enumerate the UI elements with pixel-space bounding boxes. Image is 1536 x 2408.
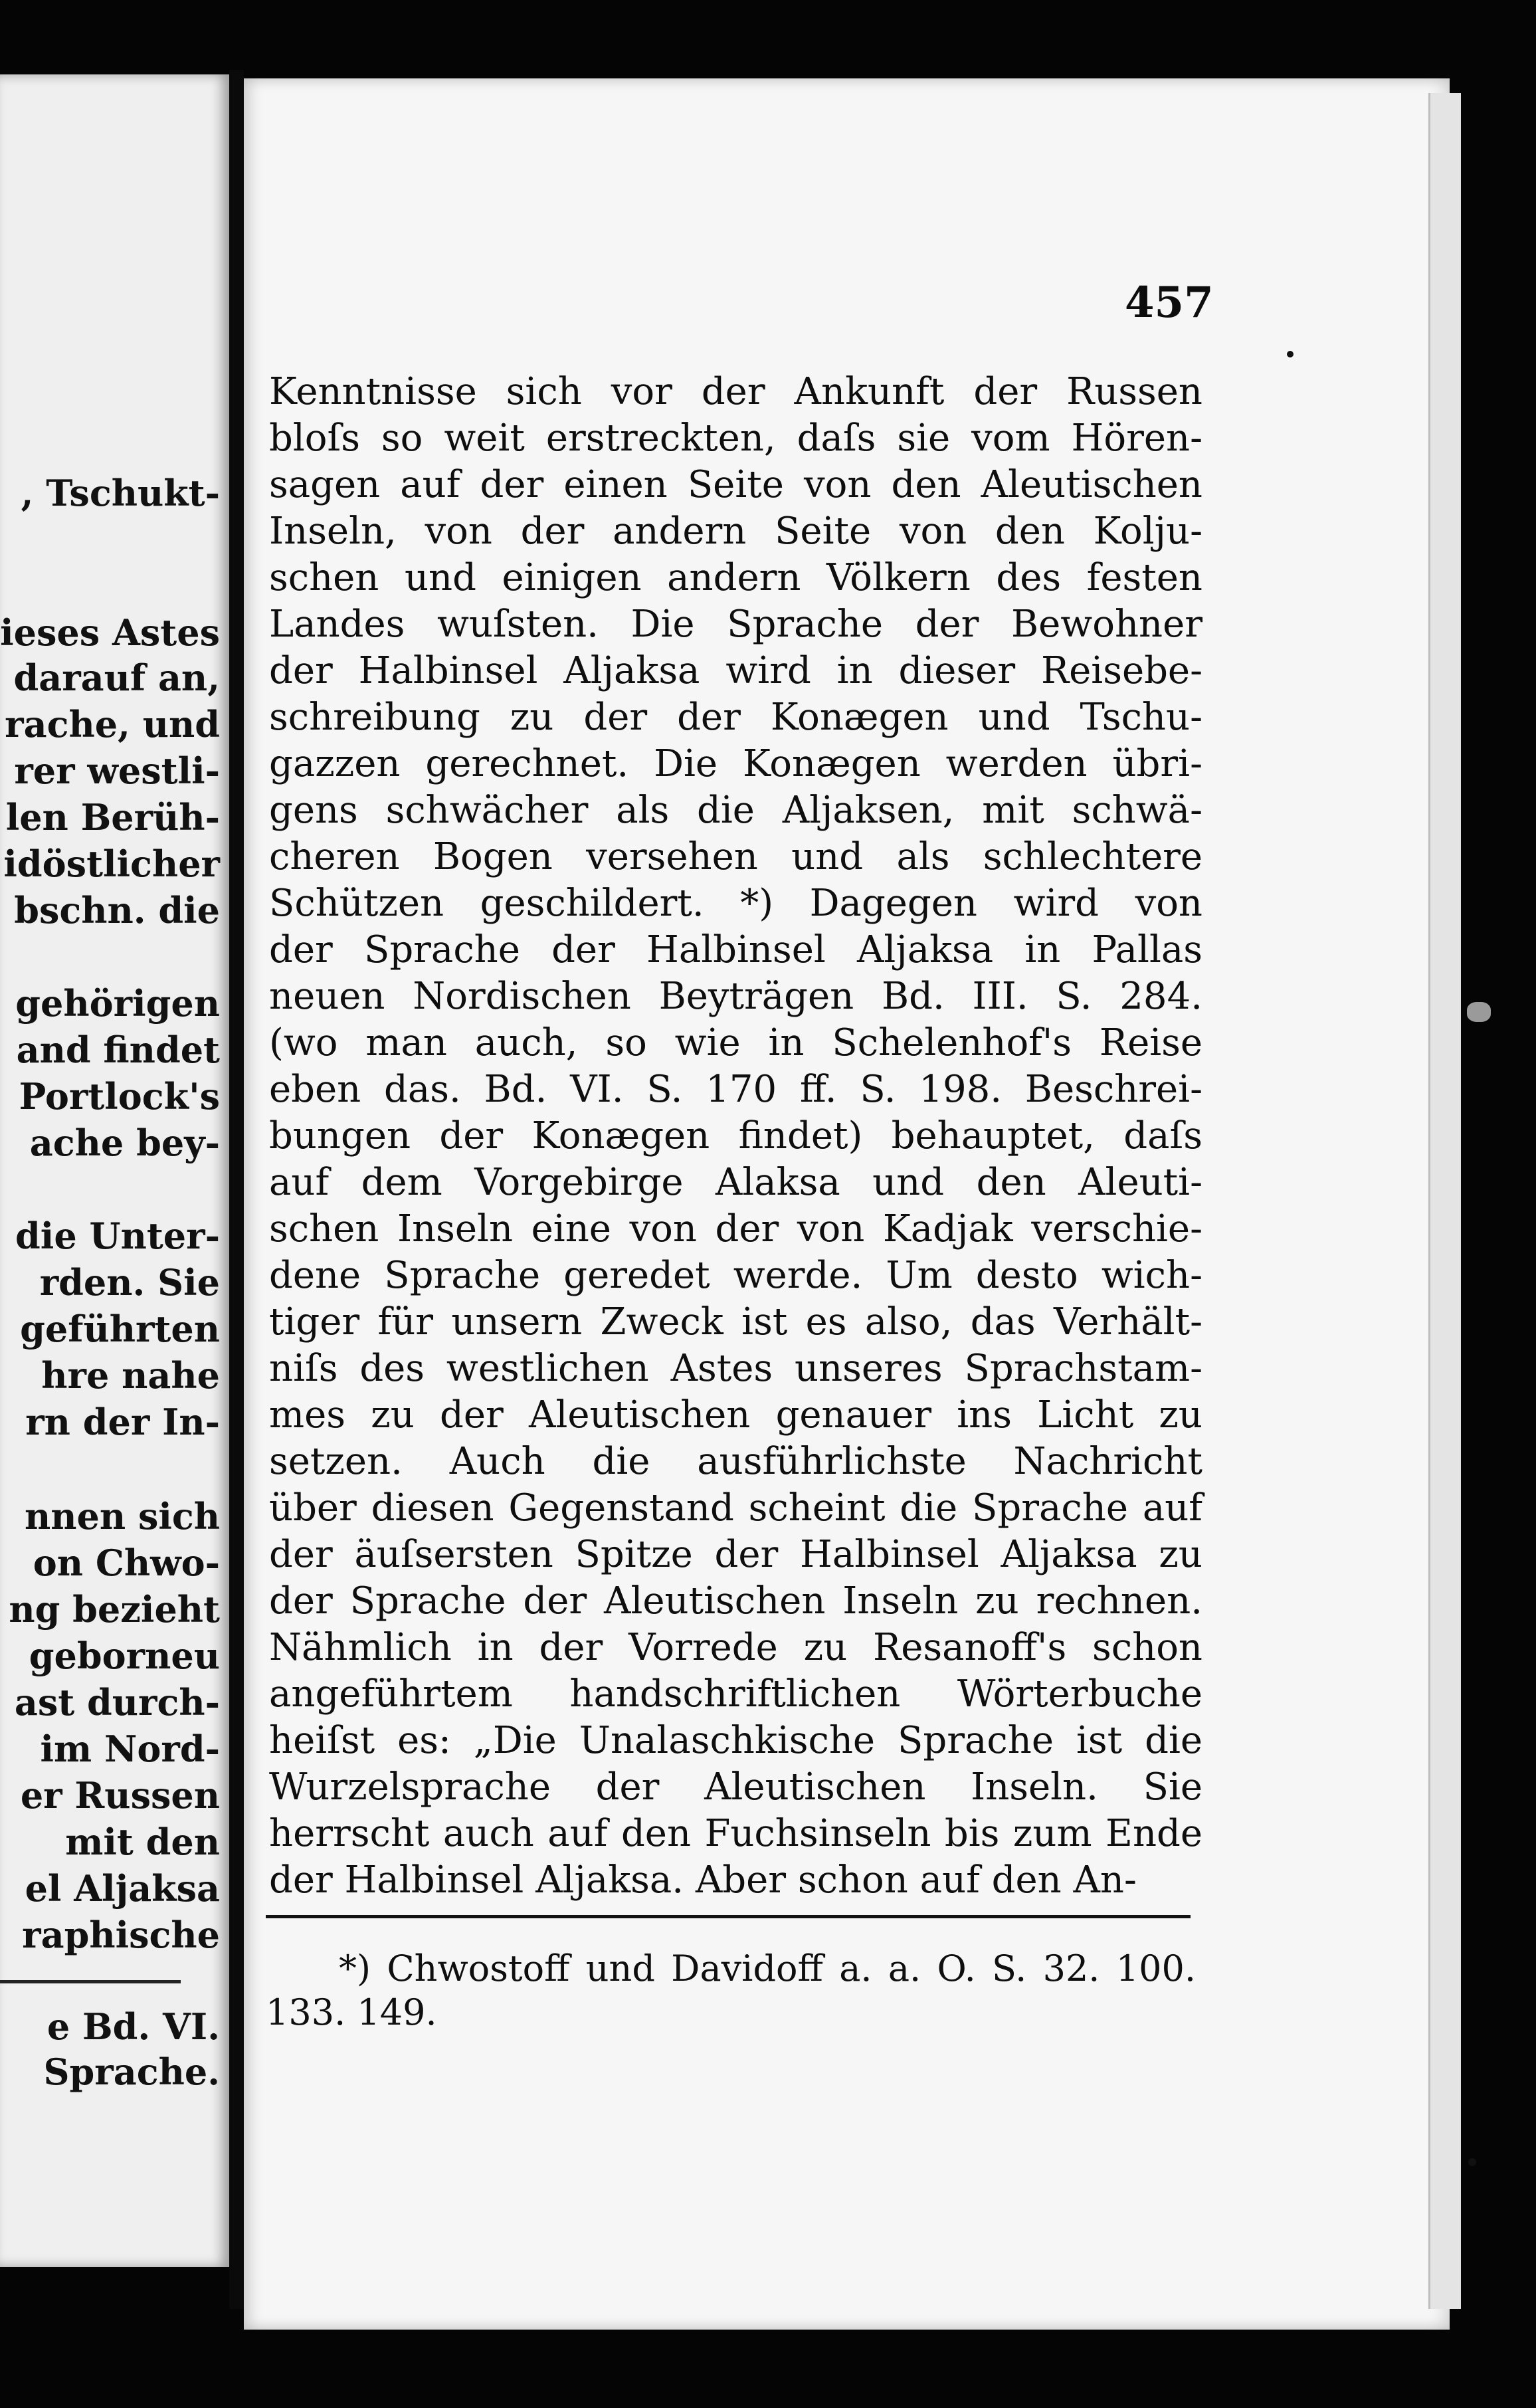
left-page-line: nnen sich (25, 1495, 220, 1538)
left-page-line: ng bezieht (9, 1588, 220, 1631)
body-text-line: eben das. Bd. VI. S. 170 ff. S. 198. Beschrei- (269, 1068, 1202, 1111)
book-gutter (229, 70, 244, 2309)
left-page-line: ieses Astes (0, 611, 220, 654)
left-page-line: , Tschukt- (21, 472, 220, 514)
left-page-line: gehörigen (15, 982, 220, 1025)
left-page-line: and findet (16, 1029, 220, 1071)
left-page-line: mit den (65, 1821, 220, 1863)
body-text-line: Landes wuſsten. Die Sprache der Bewohner (269, 603, 1202, 646)
left-page-footnote-line: e Bd. VI. (47, 2005, 220, 2048)
body-text-line: der Sprache der Halbinsel Aljaksa in Pallas (269, 928, 1202, 971)
paper-blemish (1467, 1002, 1491, 1022)
left-page-line: geführten (20, 1308, 220, 1350)
body-text-line: niſs des westlichen Astes unseres Sprachstam- (269, 1347, 1202, 1390)
left-page-line: raphische (22, 1914, 220, 1956)
body-text-line: Schützen geschildert. *) Dagegen wird von (269, 882, 1202, 925)
body-text-line: sagen auf der einen Seite von den Aleutischen (269, 463, 1202, 506)
body-text-line: bloſs so weit erstreckten, daſs sie vom Hören- (269, 417, 1202, 460)
left-page-line: die Unter- (15, 1215, 220, 1257)
body-text-line: Inseln, von der andern Seite von den Kolju- (269, 510, 1202, 553)
body-text-line: bungen der Konægen findet) behauptet, daſs (269, 1114, 1202, 1157)
speck-mark (1287, 351, 1294, 357)
body-text-line: heiſst es: „Die Unalaschkische Sprache ist die (269, 1719, 1202, 1762)
left-page-line: im Nord- (40, 1728, 220, 1770)
speck-mark (1468, 2158, 1476, 2166)
left-page-line: ast durch- (14, 1681, 220, 1724)
body-text-line: setzen. Auch die ausführlichste Nachricht (269, 1440, 1202, 1483)
page-edge-strip (1428, 93, 1461, 2309)
left-page-line: hre nahe (41, 1354, 220, 1397)
footnote-rule (266, 1915, 1191, 1918)
footnote-line: *) Chwostoff und Davidoff a. a. O. S. 32. 100. (339, 1948, 1196, 1989)
body-text-line: gazzen gerechnet. Die Konægen werden übri- (269, 742, 1202, 785)
body-text-line: schen und einigen andern Völkern des festen (269, 556, 1202, 599)
left-page-line: len Berüh- (5, 796, 220, 839)
left-page-line: idöstlicher (3, 843, 220, 885)
body-text-line: schen Inseln eine von der von Kadjak verschie- (269, 1207, 1202, 1251)
body-text-line: Nähmlich in der Vorrede zu Resanoff's schon (269, 1626, 1202, 1669)
body-text-line: Wurzelsprache der Aleutischen Inseln. Sie (269, 1765, 1202, 1809)
body-text-line: herrscht auch auf den Fuchsinseln bis zum Ende (269, 1812, 1202, 1855)
left-page-line: rden. Sie (39, 1261, 220, 1304)
body-text-line: der Halbinsel Aljaksa wird in dieser Reisebe- (269, 649, 1202, 692)
left-page-line: Portlock's (19, 1075, 220, 1118)
footnote-line: 133. 149. (266, 1991, 437, 2033)
body-text-line: mes zu der Aleutischen genauer ins Licht zu (269, 1393, 1202, 1437)
body-text-line: der Halbinsel Aljaksa. Aber schon auf den An- (269, 1858, 1137, 1902)
body-text-line: dene Sprache geredet werde. Um desto wich- (269, 1254, 1202, 1297)
body-text-line: Kenntnisse sich vor der Ankunft der Russen (269, 370, 1202, 413)
body-text-line: gens schwächer als die Aljaksen, mit schwä- (269, 789, 1202, 832)
body-text-line: cheren Bogen versehen und als schlechtere (269, 835, 1202, 878)
body-text-line: der äuſsersten Spitze der Halbinsel Aljaksa zu (269, 1533, 1202, 1576)
body-text-line: schreibung zu der der Konægen und Tschu- (269, 696, 1202, 739)
left-page-line: geborneu (29, 1635, 220, 1677)
left-facing-page (0, 74, 229, 2267)
body-text-line: über diesen Gegenstand scheint die Sprache auf (269, 1486, 1202, 1530)
left-page-line: er Russen (20, 1774, 220, 1817)
body-text-line: angeführtem handschriftlichen Wörterbuche (269, 1672, 1202, 1716)
left-page-line: rn der In- (25, 1401, 220, 1443)
body-text-line: auf dem Vorgebirge Alaksa und den Aleuti- (269, 1161, 1202, 1204)
left-page-line: el Aljaksa (25, 1867, 220, 1910)
left-page-line: ache bey- (29, 1122, 220, 1164)
left-page-line: darauf an, (13, 656, 220, 699)
page-number: 457 (1125, 278, 1214, 328)
left-page-line: rache, und (5, 703, 220, 746)
left-page-line: on Chwo- (33, 1542, 220, 1584)
left-page-footnote-line: Sprache. (43, 2051, 220, 2093)
body-text-line: neuen Nordischen Beyträgen Bd. III. S. 284. (269, 975, 1202, 1018)
body-text-line: der Sprache der Aleutischen Inseln zu rechnen. (269, 1579, 1202, 1623)
left-page-line: bschn. die (14, 889, 220, 932)
left-page-footnote-rule (0, 1980, 181, 1983)
left-page-line: rer westli- (14, 750, 220, 792)
body-text-line: tiger für unsern Zweck ist es also, das Verhält- (269, 1300, 1202, 1344)
body-text-line: (wo man auch, so wie in Schelenhof's Reise (269, 1021, 1202, 1064)
